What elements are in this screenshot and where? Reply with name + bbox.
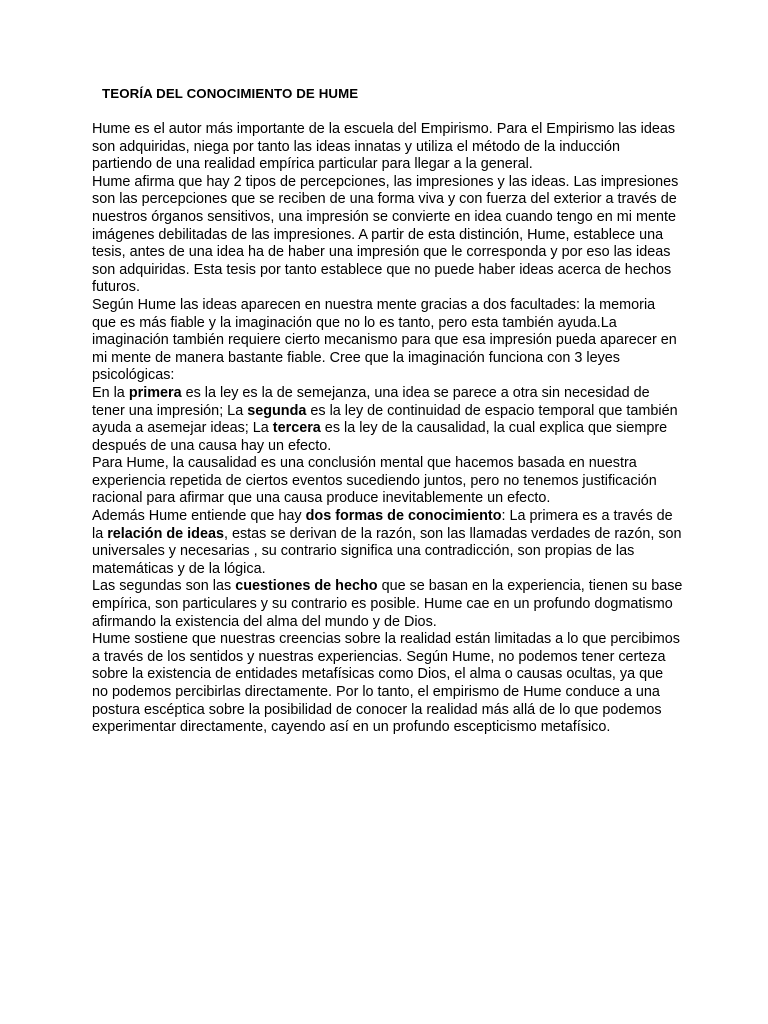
text-run: son adquiridas, niega por tanto las ideas innatas y utiliza el método de la inducción — [92, 138, 620, 155]
bold-term: tercera — [272, 420, 321, 437]
text-line — [92, 614, 682, 632]
text-line — [92, 156, 682, 174]
text-run: imaginación también requiere cierto mecanismo para que esa impresión pueda aparecer en — [92, 332, 677, 349]
text-run: : La primera es a través de — [501, 508, 673, 525]
text-line — [92, 262, 682, 280]
text-line — [92, 121, 682, 139]
text-run: afirmando la existencia del alma del mundo y de Dios. — [92, 613, 437, 630]
text-line — [92, 561, 682, 579]
text-run: experiencia repetida de ciertos eventos sucediendo juntos, pero no tenemos justificación — [92, 472, 657, 489]
text-line — [92, 596, 682, 614]
document-body — [92, 121, 682, 737]
bold-term: dos formas de conocimiento — [305, 508, 502, 525]
text-line — [92, 649, 682, 667]
text-run: Según Hume las ideas aparecen en nuestra mente gracias a dos facultades: la memoria — [92, 296, 656, 313]
text-run: racional para afirmar que una causa produce inevitablemente un efecto. — [92, 490, 551, 507]
bold-term: primera — [128, 384, 182, 401]
text-run: después de una causa hay un efecto. — [92, 437, 332, 454]
text-line — [92, 279, 682, 297]
text-line — [92, 666, 682, 684]
text-line — [92, 209, 682, 227]
text-line — [92, 297, 682, 315]
text-run: son adquiridas. Esta tesis por tanto establece que no puede haber ideas acerca de hechos — [92, 261, 672, 278]
text-run: la — [92, 525, 108, 542]
text-run: Hume afirma que hay 2 tipos de percepciones, las impresiones y las ideas. Las impresiones — [92, 173, 679, 190]
text-line — [92, 473, 682, 491]
text-line — [92, 244, 682, 262]
text-run: a través de los sentidos y nuestras experiencias. Según Hume, no podemos tener certeza — [92, 648, 666, 665]
text-run: Para Hume, la causalidad es una conclusión mental que hacemos basada en nuestra — [92, 455, 637, 472]
text-line — [92, 139, 682, 157]
text-line — [92, 526, 682, 544]
text-run: es la ley es la de semejanza, una idea se parece a otra sin necesidad de — [181, 384, 650, 401]
text-run: empírica, son particulares y su contrario es posible. Hume cae en un profundo dogmatismo — [92, 596, 673, 613]
text-run: ayuda a asemejar ideas; La — [92, 420, 273, 437]
text-line — [92, 315, 682, 333]
text-line — [92, 684, 682, 702]
text-run: matemáticas y de la lógica. — [92, 560, 266, 577]
text-run: que es más fiable y la imaginación que no lo es tanto, pero esta también ayuda.La — [92, 314, 617, 331]
text-line — [92, 420, 682, 438]
text-run: experimentar directamente, cayendo así en un profundo escepticismo metafísico. — [92, 719, 611, 736]
text-line — [92, 702, 682, 720]
text-line — [92, 174, 682, 192]
text-run: En la — [92, 384, 129, 401]
text-run: , estas se derivan de la razón, son las llamadas verdades de razón, son — [223, 525, 682, 542]
text-line — [92, 631, 682, 649]
text-run: postura escéptica sobre la posibilidad de conocer la realidad más allá de lo que podemos — [92, 701, 662, 718]
text-run: nuestros órganos sensitivos, una impresión se convierte en idea cuando tengo en mi mente — [92, 208, 676, 225]
text-run: psicológicas: — [92, 367, 175, 384]
text-run: sobre la existencia de entidades metafísicas como Dios, el alma o causas ocultas, ya que — [92, 666, 664, 683]
text-run: Las segundas son las — [92, 578, 236, 595]
document-title: TEORÍA DEL CONOCIMIENTO DE HUME — [102, 86, 359, 101]
text-run: mi mente de manera bastante fiable. Cree que la imaginación funciona con 3 leyes — [92, 349, 620, 366]
text-run: Hume sostiene que nuestras creencias sobre la realidad están limitadas a lo que percibimos — [92, 631, 680, 648]
text-line — [92, 719, 682, 737]
text-run: que se basan en la experiencia, tienen su base — [377, 578, 683, 595]
bold-term: cuestiones de hecho — [235, 578, 378, 595]
text-line — [92, 227, 682, 245]
text-line — [92, 508, 682, 526]
text-line — [92, 455, 682, 473]
text-run: Hume es el autor más importante de la escuela del Empirismo. Para el Empirismo las ideas — [92, 121, 676, 137]
text-run: no podemos percibirlas directamente. Por lo tanto, el empirismo de Hume conduce a una — [92, 684, 660, 700]
text-line — [92, 438, 682, 456]
text-run: imágenes debilitadas de las impresiones. A partir de esta distinción, Hume, establece una — [92, 226, 664, 243]
text-line — [92, 403, 682, 421]
text-line — [92, 367, 682, 385]
text-line — [92, 578, 682, 596]
text-run: es la ley de continuidad de espacio temporal que también — [306, 402, 678, 419]
bold-term: segunda — [247, 402, 307, 419]
text-run: tesis, antes de una idea ha de haber una impresión que le corresponda y por eso las ideas — [92, 244, 671, 261]
bold-term: relación de ideas — [107, 525, 224, 542]
text-run: es la ley de la causalidad, la cual explica que siempre — [320, 420, 668, 437]
text-line — [92, 332, 682, 350]
text-run: Además Hume entiende que hay — [92, 508, 306, 525]
text-run: futuros. — [92, 279, 140, 296]
text-run: tener una impresión; La — [92, 402, 248, 419]
text-run: universales y necesarias , su contrario significa una contradicción, son propias de las — [92, 543, 635, 560]
text-line — [92, 490, 682, 508]
text-line — [92, 543, 682, 561]
text-run: son las percepciones que se reciben de una forma viva y con fuerza del exterior a través de — [92, 191, 677, 208]
text-line — [92, 350, 682, 368]
text-line — [92, 191, 682, 209]
text-run: partiendo de una realidad empírica particular para llegar a la general. — [92, 156, 533, 173]
text-line — [92, 385, 682, 403]
